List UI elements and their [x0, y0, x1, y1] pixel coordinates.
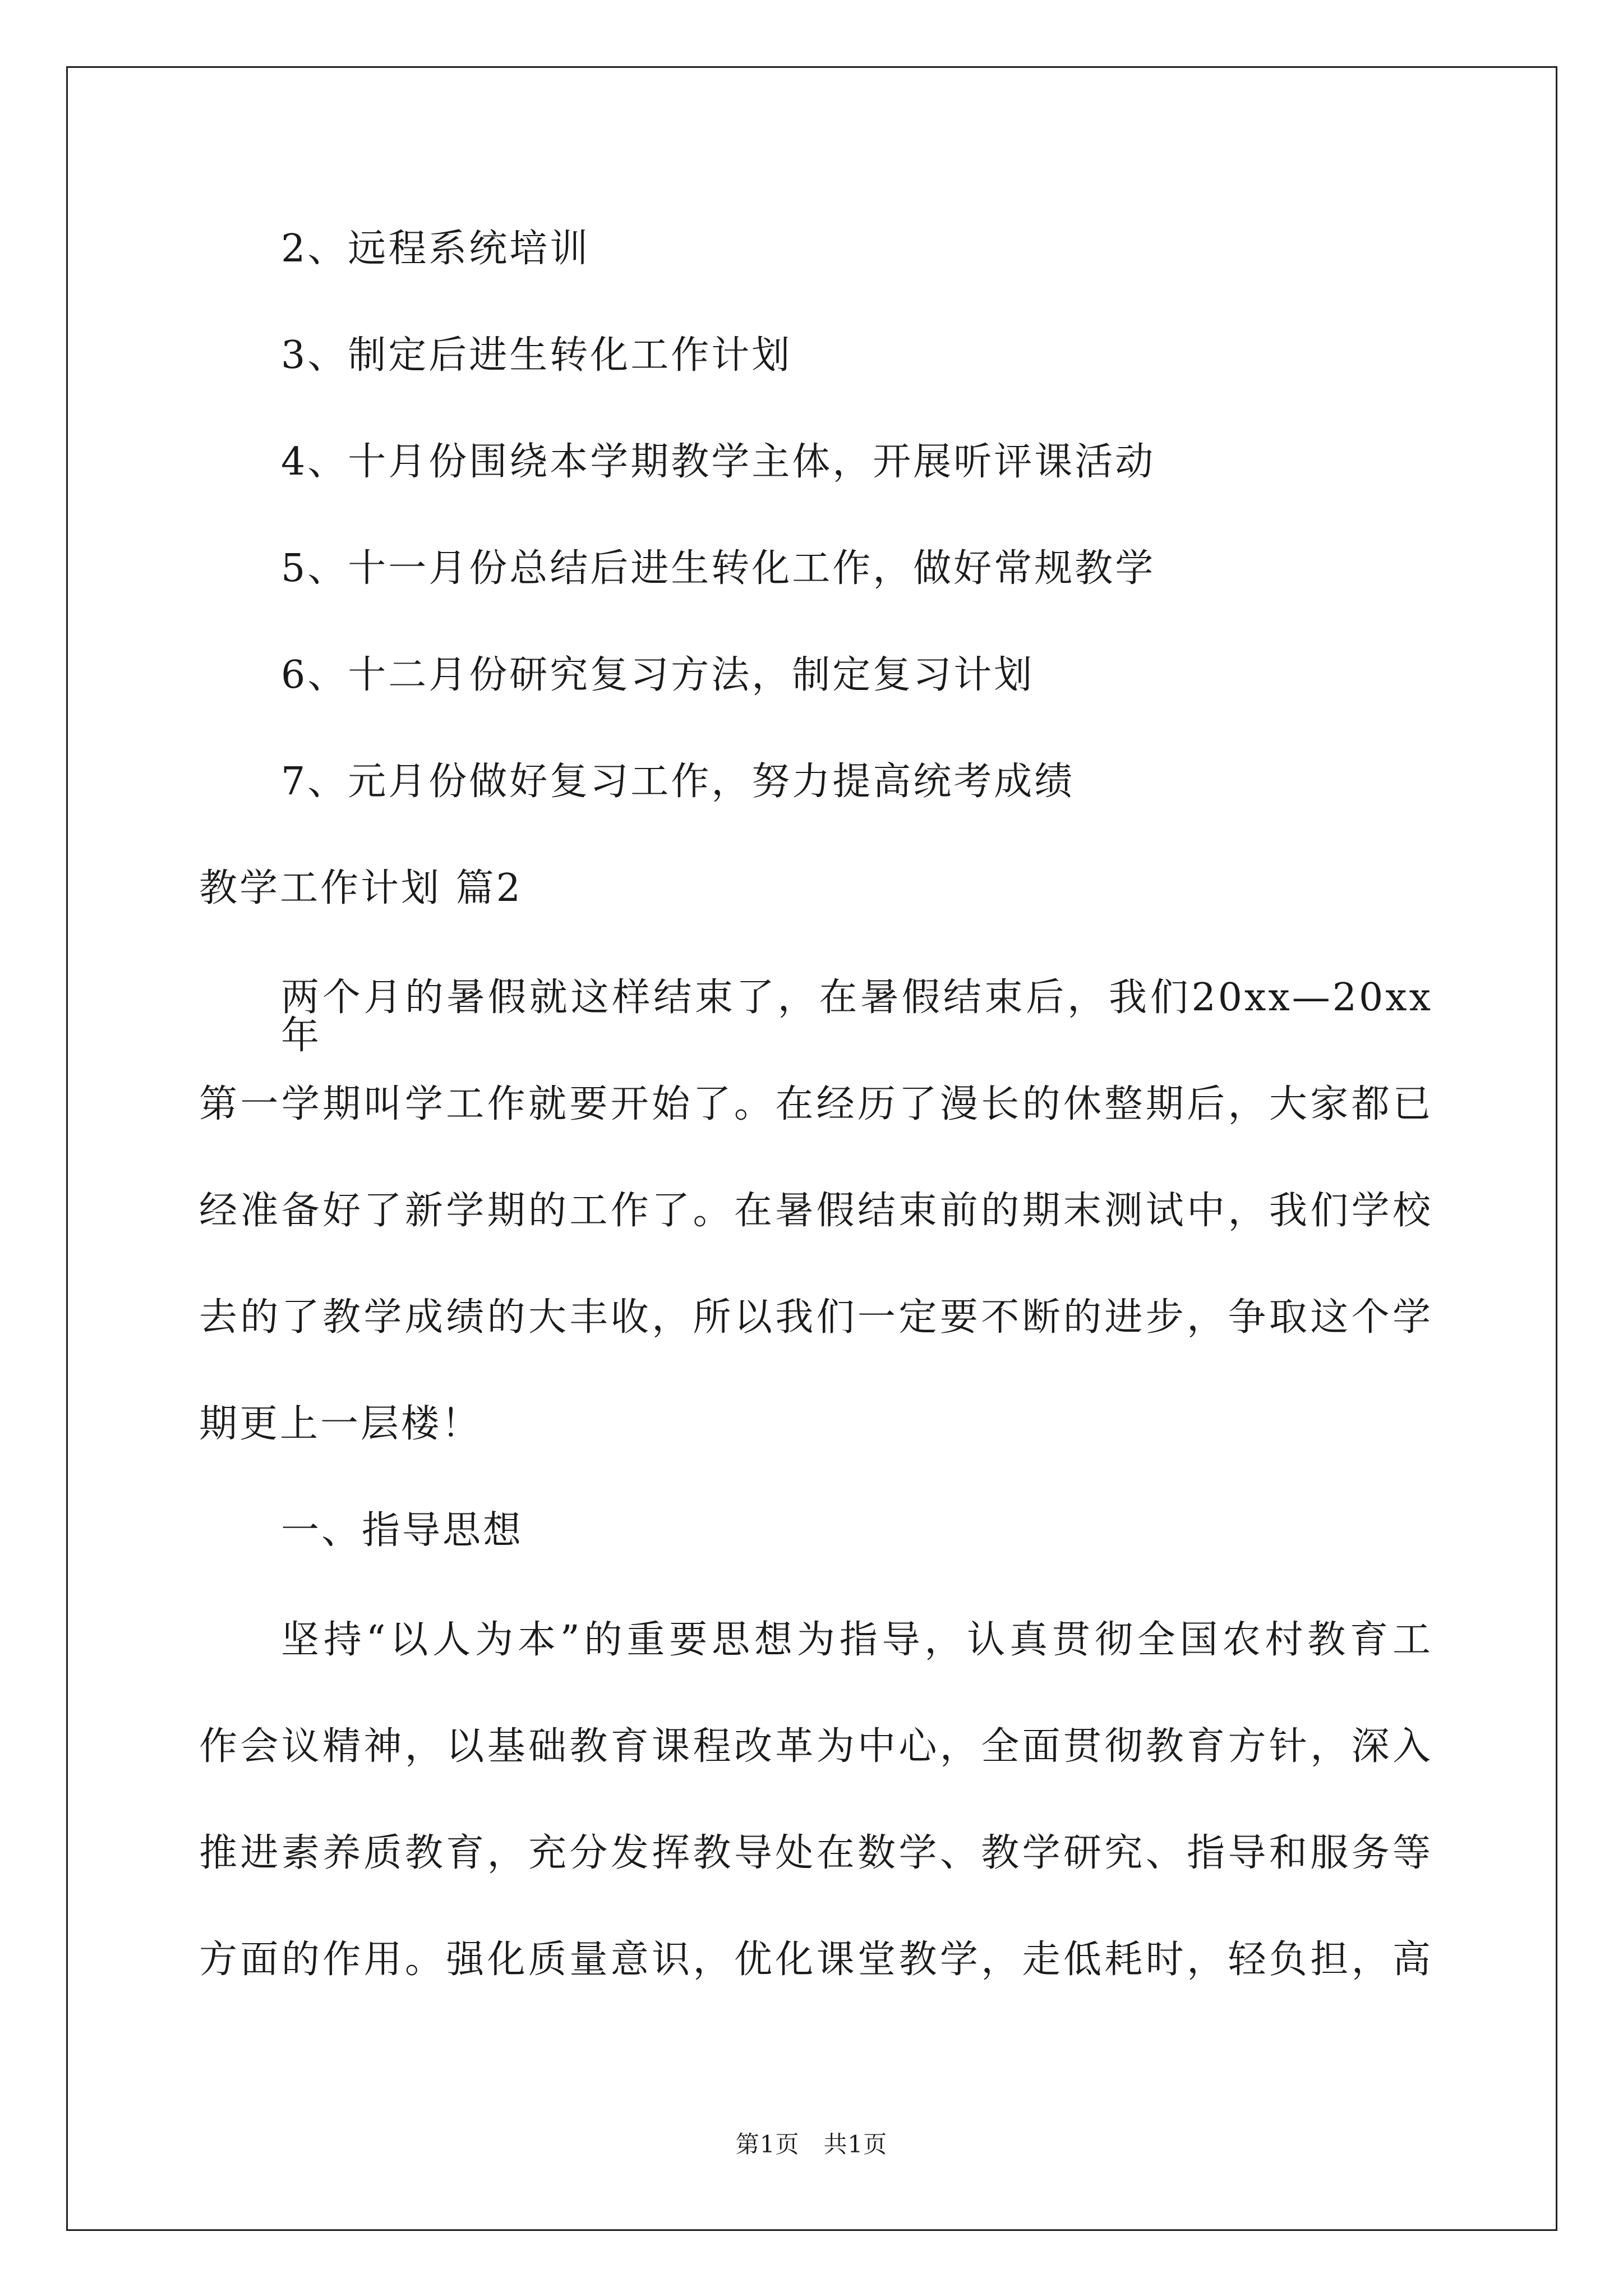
list-item: 4、十月份围绕本学期教学主体，开展听评课活动 [281, 440, 1156, 484]
list-item: 2、远程系统培训 [281, 227, 591, 271]
page-border [66, 66, 1557, 2231]
list-item: 6、十二月份研究复习方法，制定复习计划 [281, 653, 1035, 697]
page-footer: 第1页 共1页 [735, 2131, 888, 2158]
paragraph-line: 坚持“以人为本”的重要思想为指导，认真贯彻全国农村教育工 [281, 1618, 1433, 1662]
subheading: 一、指导思想 [281, 1508, 524, 1553]
section-heading: 教学工作计划 篇2 [199, 866, 523, 910]
paragraph-line: 作会议精神，以基础教育课程改革为中心，全面贯彻教育方针，深入 [199, 1724, 1433, 1769]
paragraph-line: 两个月的暑假就这样结束了，在暑假结束后，我们20xx—20xx年 [281, 976, 1433, 1058]
paragraph-line: 推进素养质教育，充分发挥教导处在数学、教学研究、指导和服务等 [199, 1831, 1433, 1875]
paragraph-line: 去的了教学成绩的大丰收，所以我们一定要不断的进步，争取这个学 [199, 1295, 1433, 1340]
list-item: 5、十一月份总结后进生转化工作，做好常规教学 [281, 546, 1156, 591]
paragraph-line: 经准备好了新学期的工作了。在暑假结束前的期末测试中，我们学校 [199, 1189, 1433, 1233]
list-item: 7、元月份做好复习工作，努力提高统考成绩 [281, 760, 1075, 804]
list-item: 3、制定后进生转化工作计划 [281, 333, 792, 378]
paragraph-line: 第一学期叫学工作就要开始了。在经历了漫长的休整期后，大家都已 [199, 1082, 1433, 1126]
paragraph-line: 期更上一层楼！ [199, 1402, 482, 1446]
paragraph-line: 方面的作用。强化质量意识，优化课堂教学，走低耗时，轻负担，高 [199, 1938, 1433, 1982]
